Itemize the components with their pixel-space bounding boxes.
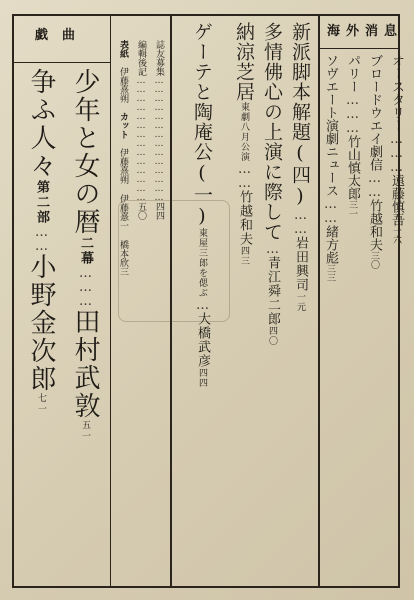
news-page: 三三 (325, 264, 335, 282)
news-author: 緒方彪 (323, 225, 338, 264)
cover-artist: 伊藤熹朔 (118, 67, 128, 103)
play-acts: 二幕 (78, 236, 93, 266)
article-page: 四三 (239, 246, 249, 266)
news-page: 三一 (347, 200, 357, 218)
article-noryo[interactable]: 納涼芝居東劇八月公演……竹越和夫四三 (233, 22, 255, 266)
news-page: 三〇 (369, 251, 379, 269)
news-author: 竹山慎太郎 (345, 135, 360, 200)
misc-item-2[interactable]: 編輯後記……………………………………五〇 (136, 40, 146, 220)
misc-page: 四四 (154, 202, 164, 220)
news-item-2[interactable]: ブロードウエイ劇信……竹越和夫三〇 (367, 54, 382, 269)
credits (114, 40, 130, 580)
play-2[interactable]: 争ふ人々第二部……小野金次郎七一 (26, 68, 56, 415)
misc-label: 誌友募集 (154, 40, 164, 76)
article-title: ゲーテと陶庵公(一) (191, 22, 213, 228)
article-author: 大橋武彦 (195, 312, 210, 368)
article-title: 多情佛心の上演に際して (261, 22, 283, 242)
article-title: 新派脚本解題(四) (289, 22, 311, 208)
play-author: 小野金次郎 (26, 253, 56, 393)
play-page: 七一 (36, 393, 46, 415)
article-title: 納涼芝居 (233, 22, 255, 102)
header-foreign-news: 海外消息 (326, 24, 403, 39)
article-author: 青江舜二郎 (265, 256, 280, 326)
header-plays: 戯曲 (34, 28, 89, 43)
play-author: 田村武敦 (70, 308, 100, 420)
news-title: オースタリー (389, 54, 404, 132)
news-page: 一六 (391, 226, 401, 244)
article-author: 岩田興司 (293, 236, 308, 292)
cut-label: カット (118, 112, 128, 139)
misc-page: 五〇 (136, 202, 146, 220)
article-note: 東屋三郎を偲ぶ (197, 228, 207, 298)
news-author: 竹越和夫 (367, 199, 382, 251)
article-page: 四四 (197, 368, 207, 388)
article-author: 竹越和夫 (237, 190, 252, 246)
play-page: 五一 (80, 420, 90, 442)
news-item-1[interactable]: オースタリー………遠藤慎吾一六 (389, 54, 404, 244)
article-page: 一元 (295, 292, 305, 312)
news-item-4[interactable]: ソヴエート演劇ニュース……緒方彪三三 (323, 54, 338, 282)
play-part: 第二部 (34, 180, 49, 225)
article-tajo[interactable]: 多情佛心の上演に際して…青江舜二郎四〇 (261, 22, 283, 346)
cover-label: 表紙 (118, 40, 128, 58)
news-title: ソヴエート演劇ニュース (323, 54, 338, 197)
misc-label: 編輯後記 (136, 40, 146, 76)
news-title: パリー (345, 54, 360, 93)
article-note: 東劇八月公演 (239, 102, 249, 162)
divider-misc (110, 14, 111, 588)
news-author: 遠藤慎吾 (389, 174, 404, 226)
article-shinpa[interactable]: 新派脚本解題(四)……岩田興司一元 (289, 22, 311, 312)
article-page: 四〇 (267, 326, 277, 346)
play-header-rule (12, 62, 110, 63)
news-header-rule (318, 48, 400, 49)
article-goethe[interactable]: ゲーテと陶庵公(一)東屋三郎を偲ぶ…大橋武彦四四 (191, 22, 213, 388)
cut-artists: 伊藤熹朔 伊藤憙一 橋本欣三 (118, 148, 128, 276)
misc-item-1[interactable]: 誌友募集……………………………………四四 (154, 40, 164, 220)
play-title: 少年と女の暦 (70, 68, 100, 236)
play-title: 争ふ人々 (26, 68, 56, 180)
play-1[interactable]: 少年と女の暦二幕………田村武敦五一 (70, 68, 100, 442)
news-title: ブロードウエイ劇信 (367, 54, 382, 171)
news-item-3[interactable]: パリー………竹山慎太郎三一 (345, 54, 360, 218)
